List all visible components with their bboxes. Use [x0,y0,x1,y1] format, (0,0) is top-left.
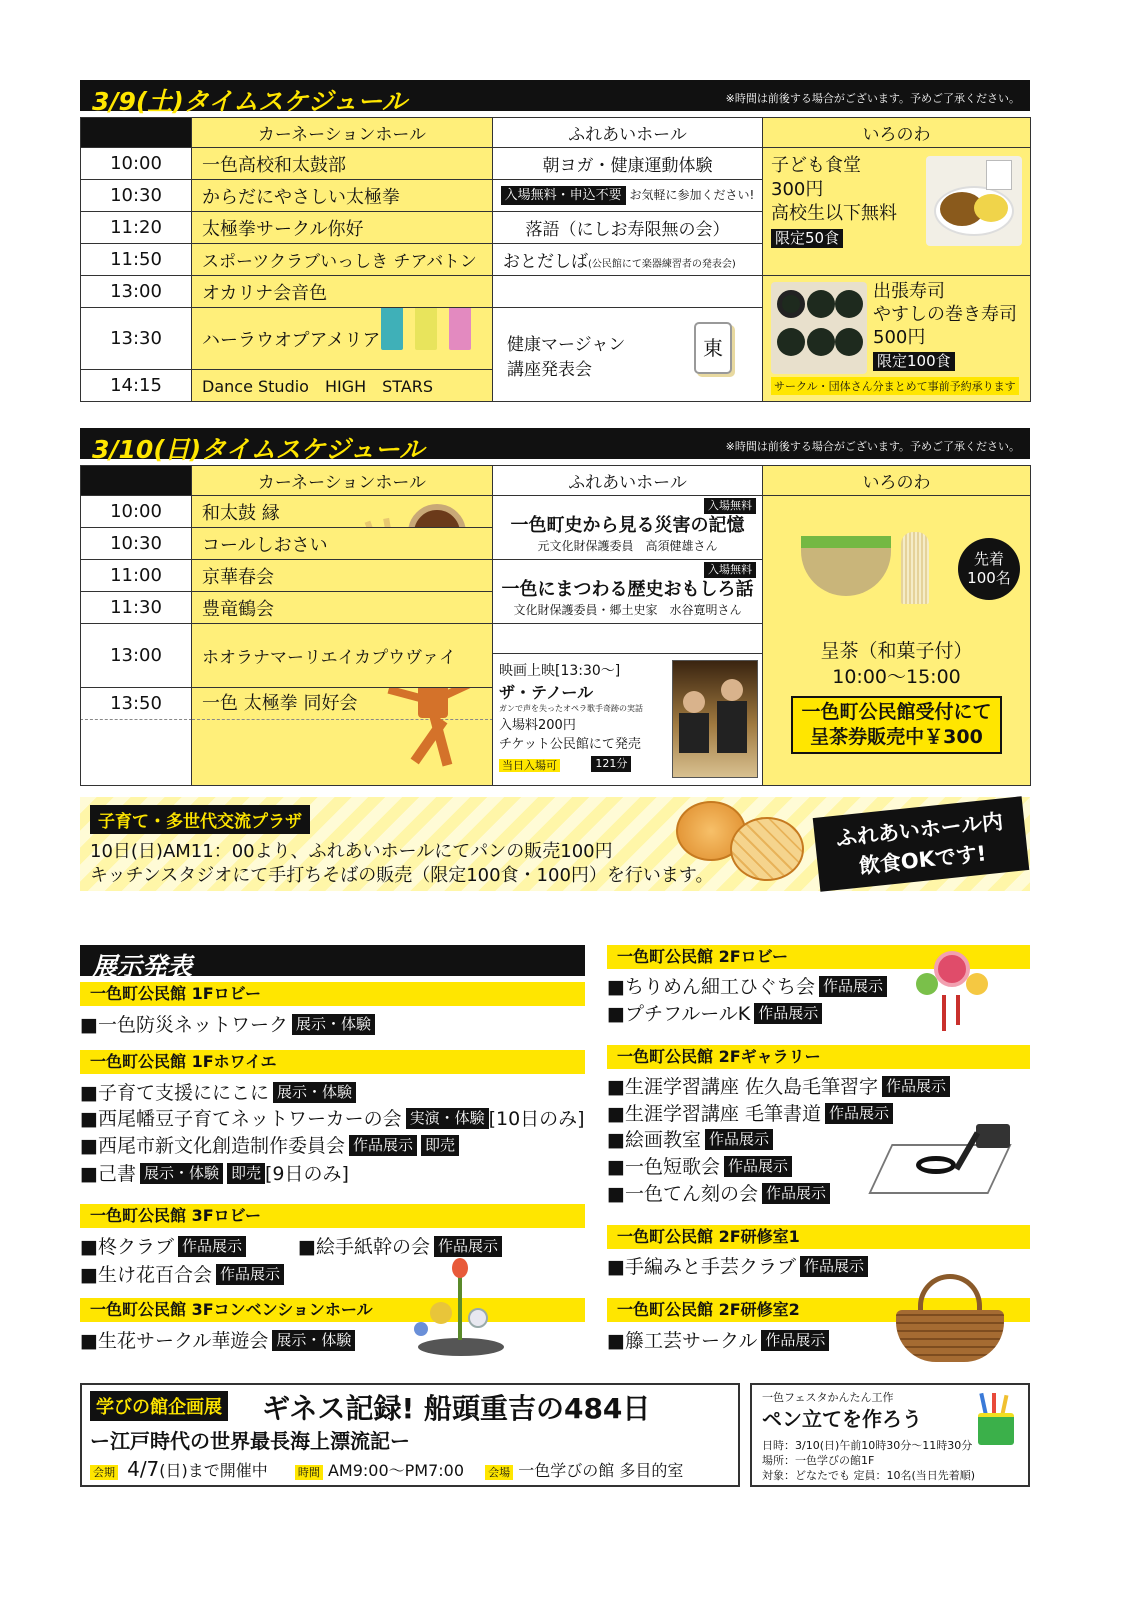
section-1f-foyer: 一色町公民館 1Fホワイエ [80,1050,585,1074]
event-cell: 豊竜鶴会 [192,592,493,624]
event-cell: スポーツクラブいっしき チアバトン [192,244,493,276]
talk1-free-tag: 入場無料 [704,498,756,514]
exhibit-item: ■絵画教室 作品展示 [607,1125,773,1152]
period-label: 会期 [90,1465,118,1480]
exhibit-title-bar [80,945,585,981]
sushi-image [771,282,867,374]
plaza-line1: 10日(日)AM11：00より、ふれあいホールにてパンの販売100円 [90,841,613,862]
header-ironowa: いろのわ [763,466,1031,496]
manabi-details [90,1457,683,1481]
section-3f-convention: 一色町公民館 3Fコンベンションホール [80,1298,585,1322]
craft-title: ペン立てを作ろう [762,1407,922,1431]
section-2f-lobby: 一色町公民館 2Fロビー [607,945,1030,969]
time-cell: 10:30 [81,528,192,560]
exhibit-item: ■生涯学習講座 毛筆書道 作品展示 [607,1099,893,1126]
event-cell: コールしおさい [192,528,493,560]
manabi-exhibition-box [80,1383,740,1487]
day2-title-bar [80,428,1030,464]
section-2f-room1: 一色町公民館 2F研修室1 [607,1225,1030,1249]
event-cell: ハーラウオプアメリア [192,308,493,370]
section-3f-lobby: 一色町公民館 3Fロビー [80,1204,585,1228]
movie-time: 映画上映[13:30〜] [499,663,621,679]
exhibit-item: ■プチフルールK 作品展示 [607,999,822,1026]
shokudo-price: 300円 [771,179,824,200]
movie-poster-image [672,660,758,778]
tea-ticket-box: 一色町公民館受付にて 呈茶券販売中￥300 [791,696,1002,754]
time-label: 時間 [295,1465,323,1480]
movie-sameday: 当日入場可 [499,759,560,772]
exhibit-item: ■柊クラブ 作品展示 [80,1232,246,1259]
fureai-talk2 [493,560,763,624]
movie-desc: ガンで声を失ったオペラ歌手奇跡の実話 [499,704,643,713]
manabi-title: ギネス記録! 船頭重吉の484日 [262,1392,651,1425]
mahjong-tile-image: 東 [694,322,732,374]
fureai-rakugo: 落語（にしお寿限無の会） [493,212,763,244]
mahjong-sub: 講座発表会 [507,359,592,380]
talk2-free-tag: 入場無料 [704,562,756,578]
manabi-tag: 学びの館企画展 [90,1391,228,1421]
calligraphy-image [872,1124,1022,1200]
craft-place: 場所：一色学びの館1F [762,1454,875,1467]
time-cell: 14:15 [81,370,192,402]
time-cell: 10:00 [81,148,192,180]
header-fureai: ふれあいホール [493,118,763,148]
exhibit-item: ■一色短歌会 作品展示 [607,1152,792,1179]
plaza-title: 子育て・多世代交流プラザ [90,805,310,834]
event-cell: ホオラナマーリエイカプウヴァイ [192,624,493,688]
otodashiba-note: (公民館にて楽器練習者の発表会) [588,259,736,270]
day2-note: ※時間は前後する場合がございます。予めご了承ください。 [725,440,1020,453]
mahjong-title: 健康マージャン [507,334,626,355]
exhibit-item: ■西尾市新文化創造制作委員会 作品展示 即売 [80,1131,459,1158]
craft-box [750,1383,1030,1487]
ironowa-shokudo [763,148,1031,276]
event-cell: からだにやさしい太極拳 [192,180,493,212]
yoga-note: お気軽に参加ください! [629,188,755,202]
tea-title: 呈茶（和菓子付） [820,640,973,662]
time-cell: 11:20 [81,212,192,244]
movie-fee: 入場料200円 [499,718,576,733]
otodashiba-label: おとだしば [503,252,588,272]
talk2-speaker: 文化財保護委員・郷土史家 水谷寛明さん [513,603,742,617]
tea-hours: 10:00〜15:00 [832,666,961,688]
exhibit-item: ■一色防災ネットワーク 展示・体験 [80,1010,375,1037]
header-ironowa: いろのわ [763,118,1031,148]
craft-target: 対象：どなたでも 定員：10名(当日先着順) [762,1469,976,1482]
plaza-banner [80,797,1030,891]
exhibit-item: ■絵手紙幹の会 作品展示 [298,1232,502,1259]
talk2-title: 一色にまつわる歴史おもしろ話 [501,579,754,600]
eating-ok-callout: ふれあいホール内 飲食OKです! [813,796,1030,892]
event-cell: 一色高校和太鼓部 [192,148,493,180]
day1-title-bar [80,80,1030,116]
section-1f-lobby: 一色町公民館 1Fロビー [80,982,585,1006]
exhibit-title: 展示発表 [92,952,193,981]
movie-length: 121分 [591,756,631,772]
event-cell: 京華春会 [192,560,493,592]
time-cell: 10:30 [81,180,192,212]
exhibit-item: ■手編みと手芸クラブ 作品展示 [607,1252,868,1279]
first-come-badge: 先着 100名 [958,538,1020,600]
fureai-talk1 [493,496,763,560]
day1-title: 3/9(土)タイムスケジュール [92,87,407,116]
talk1-title: 一色町史から見る災害の記憶 [510,515,745,536]
wicker-basket-image [896,1274,1004,1364]
day1-note: ※時間は前後する場合がございます。予めご了承ください。 [725,92,1020,105]
movie-ticket: チケット公民館にて発売 [499,737,641,752]
time-cell: 13:00 [81,276,192,308]
plaza-line2: キッチンスタジオにて手打ちそばの販売（限定100食・100円）を行います。 [90,865,714,886]
fureai-yoga-info [493,180,763,212]
event-cell: Dance Studio HIGH STARS [192,370,493,402]
taichi-figure-image [388,688,478,783]
sushi-limit: 限定100食 [873,352,955,371]
fureai-empty [493,276,763,308]
melon-bread-image [730,817,804,881]
day1-schedule-table [80,117,1031,402]
day2-schedule-table [80,465,1031,786]
sushi-title: 出張寿司 [873,281,945,302]
open-hours: AM9:00〜PM7:00 [327,1461,465,1480]
blank-header [81,118,192,148]
shokudo-free: 高校生以下無料 [771,203,897,224]
day2-title: 3/10(日)タイムスケジュール [92,435,425,464]
sushi-price: 500円 [873,327,926,348]
shokudo-limit: 限定50食 [771,229,843,248]
manabi-subtitle: ー江戸時代の世界最長海上漂流記ー [90,1429,410,1453]
exhibit-item: ■一色てん刻の会 作品展示 [607,1179,830,1206]
craft-date: 日時：3/10(日)午前10時30分〜11時30分 [762,1439,973,1452]
blank-header [81,466,192,496]
ikebana-image [408,1258,508,1362]
time-cell: 13:30 [81,308,192,370]
header-carnation: カーネーションホール [192,466,493,496]
sushi-name: やすしの巻き寿司 [873,304,1017,325]
section-2f-room2: 一色町公民館 2F研修室2 [607,1298,1030,1322]
header-fureai: ふれあいホール [493,466,763,496]
exhibit-item: ■西尾幡豆子育てネットワーカーの会 実演・体験 [10日のみ] [80,1108,585,1130]
exhibit-item: ■子育て支援ににこに 展示・体験 [80,1078,356,1105]
venue-label: 会場 [485,1465,513,1480]
curry-image [926,156,1022,246]
exhibit-item: ■籐工芸サークル 作品展示 [607,1326,829,1353]
section-2f-gallery: 一色町公民館 2Fギャラリー [607,1045,1030,1069]
time-cell: 10:00 [81,496,192,528]
fureai-mahjong [493,308,763,402]
exhibit-item: ■己書 展示・体験 即売 [9日のみ] [80,1163,349,1185]
time-cell: 13:50 [81,688,192,786]
time-cell: 13:00 [81,624,192,688]
movie-title: ザ・テノール [499,683,594,702]
venue: 一色学びの館 多目的室 [518,1461,684,1480]
header-carnation: カーネーションホール [192,118,493,148]
exhibit-item: ■生花サークル華遊会 展示・体験 [80,1326,355,1353]
event-cell: オカリナ会音色 [192,276,493,308]
matcha-bowl-image [801,536,891,596]
event-cell: 和太鼓 縁 [192,496,493,528]
event-cell: 太極拳サークル你好 [192,212,493,244]
taiko-drum-image [372,500,472,528]
craft-small-title: 一色フェスタかんたん工作 [762,1391,894,1404]
ironowa-sushi [763,276,1031,402]
yoga-free-tag: 入場無料・申込不要 [501,186,626,205]
fureai-movie [493,624,763,786]
shokudo-title: 子ども食堂 [771,155,861,176]
period-rest: (日)まで開催中 [159,1461,268,1480]
exhibit-item: ■生涯学習講座 佐久島毛筆習字 作品展示 [607,1072,950,1099]
exhibit-item: ■ちりめん細工ひぐち会 作品展示 [607,972,887,999]
exhibit-item: ■生け花百合会 作品展示 [80,1260,284,1287]
time-cell: 11:00 [81,560,192,592]
ironowa-tea [763,496,1031,786]
fureai-otodashiba [493,244,763,276]
hula-dancers-image [379,308,484,359]
talk1-speaker: 元文化財保護委員 高須健雄さん [537,539,718,553]
event-cell: 一色 太極拳 同好会 [192,688,493,786]
fureai-yoga: 朝ヨガ・健康運動体験 [493,148,763,180]
pen-stand-image [974,1393,1018,1445]
chirimen-flower-image [912,945,992,1035]
period-date: 4/7 [127,1457,160,1481]
sushi-note: サークル・団体さん分まとめて事前予約承ります [771,377,1019,395]
chasen-whisk-image [901,532,929,604]
time-cell: 11:50 [81,244,192,276]
time-cell: 11:30 [81,592,192,624]
